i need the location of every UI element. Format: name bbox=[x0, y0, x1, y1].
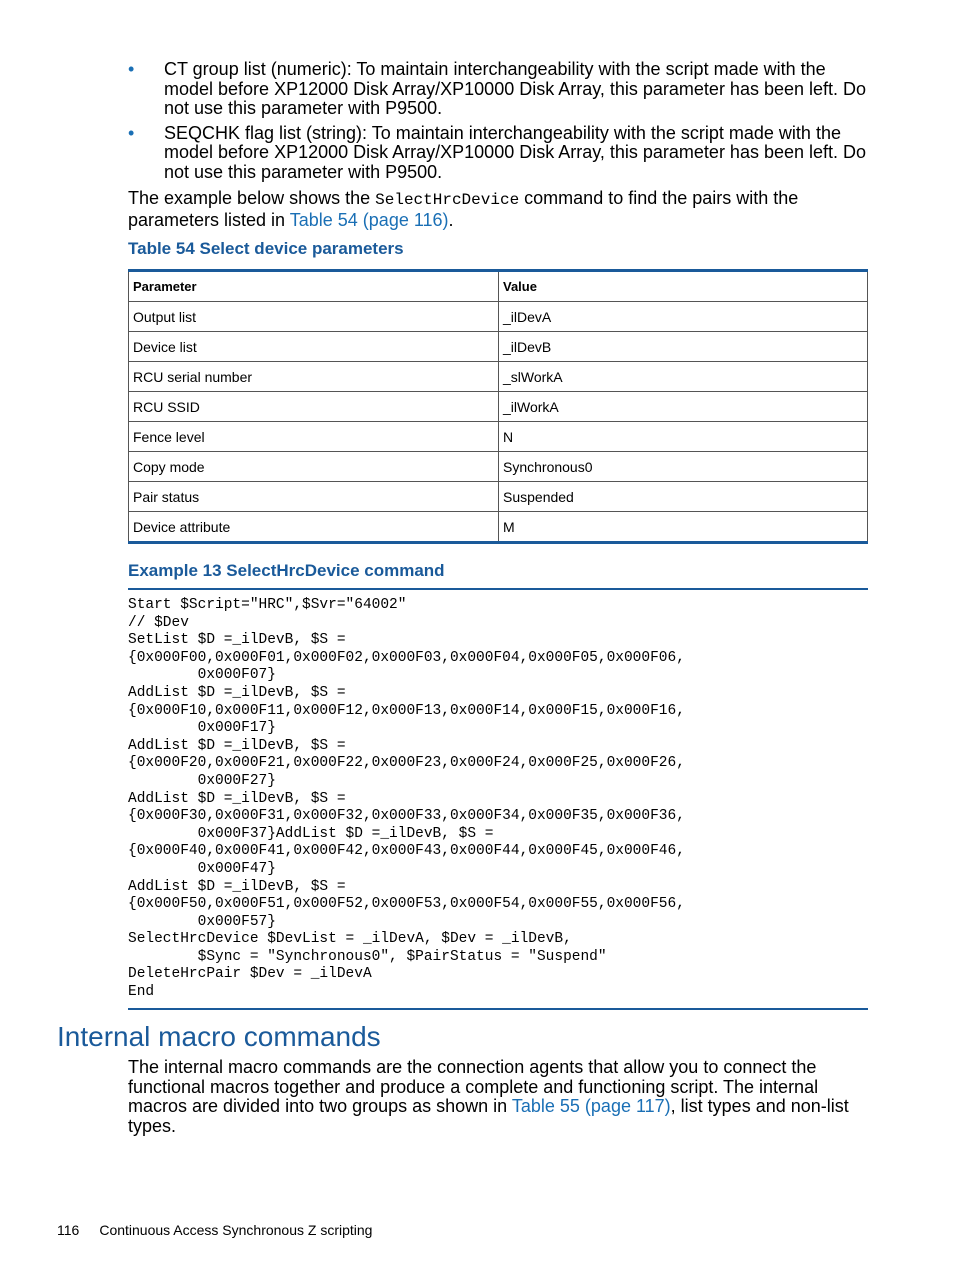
intro-text-mid: command to find the pairs with the parameters listed in bbox=[128, 188, 799, 230]
table-row bbox=[129, 482, 868, 512]
table-row bbox=[129, 332, 868, 362]
bullet-list bbox=[128, 60, 868, 187]
bullet-icon: • bbox=[128, 122, 135, 143]
table-row bbox=[129, 422, 868, 452]
cell-parameter: Device list bbox=[129, 332, 499, 362]
section-text-post: , list types and non-list types. bbox=[128, 1096, 849, 1136]
table-row bbox=[129, 362, 868, 392]
footer-title: Continuous Access Synchronous Z scripting bbox=[99, 1222, 373, 1238]
section-text-pre: The internal macro commands are the connection agents that allow you to connect the functional macros together and produce a complete and functioning script. The internal macros are divided into two groups as shown in bbox=[128, 1057, 819, 1116]
cell-value: Suspended bbox=[499, 482, 868, 512]
header-value: Value bbox=[499, 271, 868, 302]
table-54-link[interactable]: Table 54 (page 116) bbox=[289, 209, 449, 230]
bullet-text: CT group list (numeric): To maintain interchangeability with the script made with the model before XP12000 Disk Array/XP10000 Disk Array, this parameter has been left. Do not use this parameter with P9500. bbox=[164, 59, 867, 118]
cell-value: N bbox=[499, 422, 868, 452]
cell-parameter: RCU SSID bbox=[129, 392, 499, 422]
list-item bbox=[128, 60, 868, 119]
example-code: Start $Script="HRC",$Svr="64002" // $Dev SetList $D =_ilDevB, $S = {0x000F00,0x000F01,0x000F02,0x000F03,0x000F04,0x000F05,0x000F06, 0x000F07} AddList $D =_ilDevB, $S = {0x000F10,0x000F11,0x000F12,0x000F13,0x000F14,0x000F15,0x000F16, 0x000F17} AddList $D =_ilDevB, $S = {0x000F20,0x000F21,0x000F22,0x000F23,0x000F24,0x000F25,0x000F26, 0x000F27} AddList $D =_ilDevB, $S = {0x000F30,0x000F31,0x000F32,0x000F33,0x000F34,0x000F35,0x000F36, 0x000F37}AddList $D =_ilDevB, $S = {0x000F40,0x000F41,0x000F42,0x000F43,0x000F44,0x000F45,0x000F46, 0x000F47} AddList $D =_ilDevB, $S = {0x000F50,0x000F51,0x000F52,0x000F53,0x000F54,0x000F55,0x000F56, 0x000F57} SelectHrcDevice $DevList = _ilDevA, $Dev = _ilDevB, $Sync = "Synchronous0", $PairStatus = "Suspend" DeleteHrcPair $Dev = _ilDevA End bbox=[128, 597, 685, 1001]
cell-value: _ilDevB bbox=[499, 332, 868, 362]
table-row bbox=[129, 452, 868, 482]
intro-text-post: . bbox=[448, 209, 454, 230]
table-row bbox=[129, 302, 868, 332]
example-caption: Example 13 SelectHrcDevice command bbox=[128, 561, 445, 580]
cell-parameter: Copy mode bbox=[129, 452, 499, 482]
section-paragraph bbox=[128, 1058, 868, 1136]
cell-value: M bbox=[499, 512, 868, 543]
cell-value: Synchronous0 bbox=[499, 452, 868, 482]
cell-parameter: Device attribute bbox=[129, 512, 499, 543]
intro-text-pre: The example below shows the bbox=[128, 188, 376, 208]
cell-parameter: Output list bbox=[129, 302, 499, 332]
table-55-link[interactable]: Table 55 (page 117) bbox=[511, 1096, 671, 1116]
page-footer bbox=[57, 1222, 372, 1238]
cell-parameter: Pair status bbox=[129, 482, 499, 512]
bullet-text: SEQCHK flag list (string): To maintain interchangeability with the script made with the model before XP12000 Disk Array/XP10000 Disk Array, this parameter has been left. Do not use this parameter with P9500. bbox=[164, 122, 867, 182]
section-heading: Internal macro commands bbox=[57, 1021, 381, 1052]
cell-value: _ilWorkA bbox=[499, 392, 868, 422]
intro-paragraph bbox=[128, 189, 868, 230]
table-row bbox=[129, 512, 868, 543]
page-number: 116 bbox=[57, 1222, 80, 1238]
bullet-icon: • bbox=[128, 59, 135, 79]
table-caption: Table 54 Select device parameters bbox=[128, 239, 404, 258]
intro-code: SelectHrcDevice bbox=[375, 191, 520, 209]
list-item bbox=[128, 124, 868, 183]
table-row bbox=[129, 392, 868, 422]
cell-value: _ilDevA bbox=[499, 302, 868, 332]
table-header-row bbox=[129, 271, 868, 302]
cell-value: _slWorkA bbox=[499, 362, 868, 392]
cell-parameter: Fence level bbox=[129, 422, 499, 452]
header-parameter: Parameter bbox=[129, 271, 499, 302]
cell-parameter: RCU serial number bbox=[129, 362, 499, 392]
params-table bbox=[128, 269, 868, 544]
example-code-block bbox=[128, 588, 868, 1010]
params-table-wrap bbox=[128, 269, 868, 544]
